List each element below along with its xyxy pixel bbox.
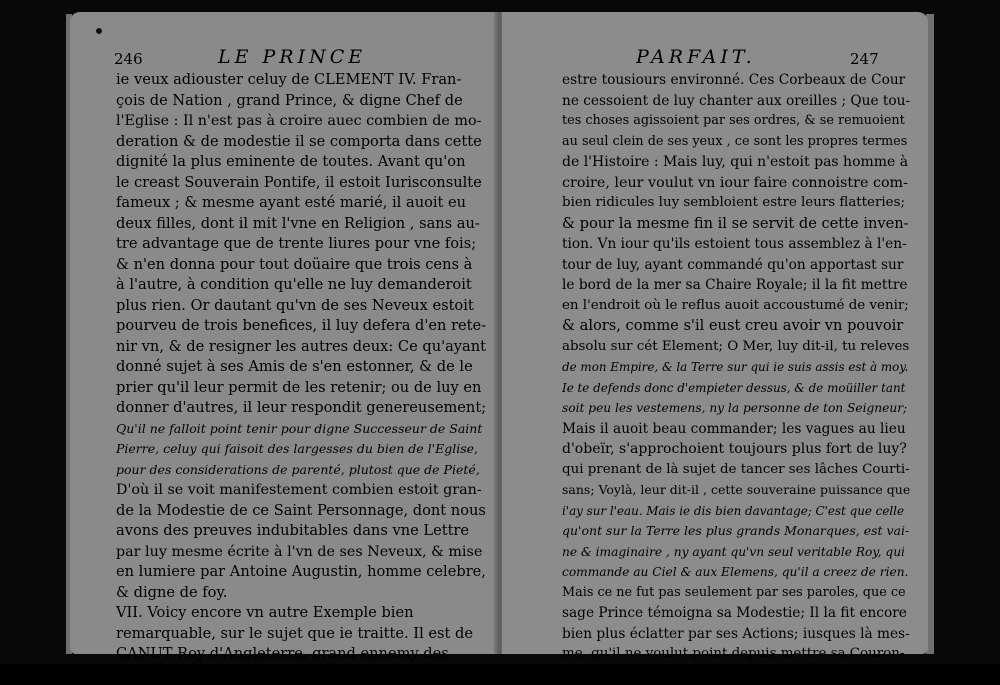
text-line: absolu sur cét Element; O Mer, luy dit-il, tu releves xyxy=(562,337,910,358)
text-line: & digne de foy. xyxy=(116,583,486,604)
text-line: & alors, comme s'il eust creu avoir vn pouvoir xyxy=(562,316,910,337)
text-line: bien plus éclatter par ses Actions; iusques là mes- xyxy=(562,624,910,645)
text-line: avons des preuves indubitables dans vne Lettre xyxy=(116,521,486,542)
text-line: en lumiere par Antoine Augustin, homme celebre, xyxy=(116,562,486,583)
text-line: Qu'il ne falloit point tenir pour digne Successeur de Saint xyxy=(116,419,486,440)
text-line: fameux ; & mesme ayant esté marié, il auoit eu xyxy=(116,193,486,214)
right-running-head: PARFAIT. xyxy=(636,46,756,70)
text-line: prier qu'il leur permit de les retenir; ou de luy en xyxy=(116,378,486,399)
text-line: estre tousiours environné. Ces Corbeaux de Cour xyxy=(562,70,910,91)
text-line: Pierre, celuy qui faisoit des largesses du bien de l'Eglise, xyxy=(116,439,486,460)
ink-dot xyxy=(96,28,102,34)
text-line: de mon Empire, & la Terre sur qui ie suis assis est à moy. xyxy=(562,357,910,378)
text-line: pourveu de trois benefices, il luy defera d'en rete- xyxy=(116,316,486,337)
text-line: tre advantage que de trente liures pour vne fois; xyxy=(116,234,486,255)
text-line: Flatteurs , & qui ne laissoit pas toutesfois d'en xyxy=(116,665,486,685)
text-line: ne sur la teste. xyxy=(562,665,910,685)
text-line: en l'endroit où le reflus auoit accoustumé de venir; xyxy=(562,296,910,317)
text-line: par luy mesme écrite à l'vn de ses Neveux, & mise xyxy=(116,542,486,563)
left-page-text xyxy=(116,70,486,685)
text-line: pour des considerations de parenté, plutost que de Pieté, xyxy=(116,460,486,481)
text-line: croire, leur voulut vn iour faire connoistre com- xyxy=(562,173,910,194)
text-line: le bord de la mer sa Chaire Royale; il la fit mettre xyxy=(562,275,910,296)
text-line: tion. Vn iour qu'ils estoient tous assemblez à l'en- xyxy=(562,234,910,255)
text-line: deux filles, dont il mit l'vne en Religion , sans au- xyxy=(116,214,486,235)
text-line: nir vn, & de resigner les autres deux: Ce qu'ayant xyxy=(116,337,486,358)
left-running-head: LE PRINCE xyxy=(218,46,366,70)
text-line: qu'ont sur la Terre les plus grands Monarques, est vai- xyxy=(562,521,910,542)
text-line: dignité la plus eminente de toutes. Avant qu'on xyxy=(116,152,486,173)
text-line: bien ridicules luy sembloient estre leurs flatteries; xyxy=(562,193,910,214)
text-line: l'Eglise : Il n'est pas à croire auec combien de mo- xyxy=(116,111,486,132)
text-line: çois de Nation , grand Prince, & digne Chef de xyxy=(116,91,486,112)
text-line: deration & de modestie il se comporta dans cette xyxy=(116,132,486,153)
text-line: remarquable, sur le sujet que ie traitte. Il est de xyxy=(116,624,486,645)
text-line: ne cessoient de luy chanter aux oreilles ; Que tou- xyxy=(562,91,910,112)
text-line: tour de luy, ayant commandé qu'on apportast sur xyxy=(562,255,910,276)
text-line: sage Prince témoigna sa Modestie; Il la fit encore xyxy=(562,603,910,624)
text-line: VII. Voicy encore vn autre Exemple bien xyxy=(116,603,486,624)
text-line: ne & imaginaire , ny ayant qu'vn seul veritable Roy, qui xyxy=(562,542,910,563)
text-line: au seul clein de ses yeux , ce sont les propres termes xyxy=(562,132,910,153)
text-line: commande au Ciel & aux Elemens, qu'il a creez de rien. xyxy=(562,562,910,583)
text-line: sans; Voylà, leur dit-il , cette souveraine puissance que xyxy=(562,480,910,501)
text-line: CANUT Roy d'Angleterre, grand ennemy des xyxy=(116,644,486,665)
text-line: à l'autre, à condition qu'elle ne luy demanderoit xyxy=(116,275,486,296)
right-page-number: 247 xyxy=(850,50,879,68)
text-line: donner d'autres, il leur respondit genereusement; xyxy=(116,398,486,419)
text-line: D'où il se voit manifestement combien estoit gran- xyxy=(116,480,486,501)
text-line: de l'Histoire : Mais luy, qui n'estoit pas homme à xyxy=(562,152,910,173)
text-line: ie veux adiouster celuy de CLEMENT IV. Fran- xyxy=(116,70,486,91)
text-line: Mais ce ne fut pas seulement par ses paroles, que ce xyxy=(562,583,910,604)
text-line: soit peu les vestemens, ny la personne de ton Seigneur; xyxy=(562,398,910,419)
right-page xyxy=(502,12,928,654)
text-line: Ie te defends donc d'empieter dessus, & de moüiller tant xyxy=(562,378,910,399)
text-line: i'ay sur l'eau. Mais ie dis bien davantage; C'est que celle xyxy=(562,501,910,522)
right-page-text xyxy=(562,70,910,685)
text-line: plus rien. Or dautant qu'vn de ses Neveux estoit xyxy=(116,296,486,317)
text-line: d'obeïr, s'approchoient toujours plus fort de luy? xyxy=(562,439,910,460)
text-line: tes choses agissoient par ses ordres, & se remuoient xyxy=(562,111,910,132)
text-line: qui prenant de là sujet de tancer ses lâches Courti- xyxy=(562,460,910,481)
left-page xyxy=(70,12,498,654)
left-page-number: 246 xyxy=(114,50,143,68)
text-line: le creast Souverain Pontife, il estoit Iurisconsulte xyxy=(116,173,486,194)
text-line: & pour la mesme fin il se servit de cette inven- xyxy=(562,214,910,235)
text-line: Mais il auoit beau commander; les vagues au lieu xyxy=(562,419,910,440)
text-line: de la Modestie de ce Saint Personnage, dont nous xyxy=(116,501,486,522)
text-line: donné sujet à ses Amis de s'en estonner, & de le xyxy=(116,357,486,378)
text-line: & n'en donna pour tout doüaire que trois cens à xyxy=(116,255,486,276)
text-line: me, qu'il ne voulut point depuis mettre sa Couron- xyxy=(562,644,910,665)
